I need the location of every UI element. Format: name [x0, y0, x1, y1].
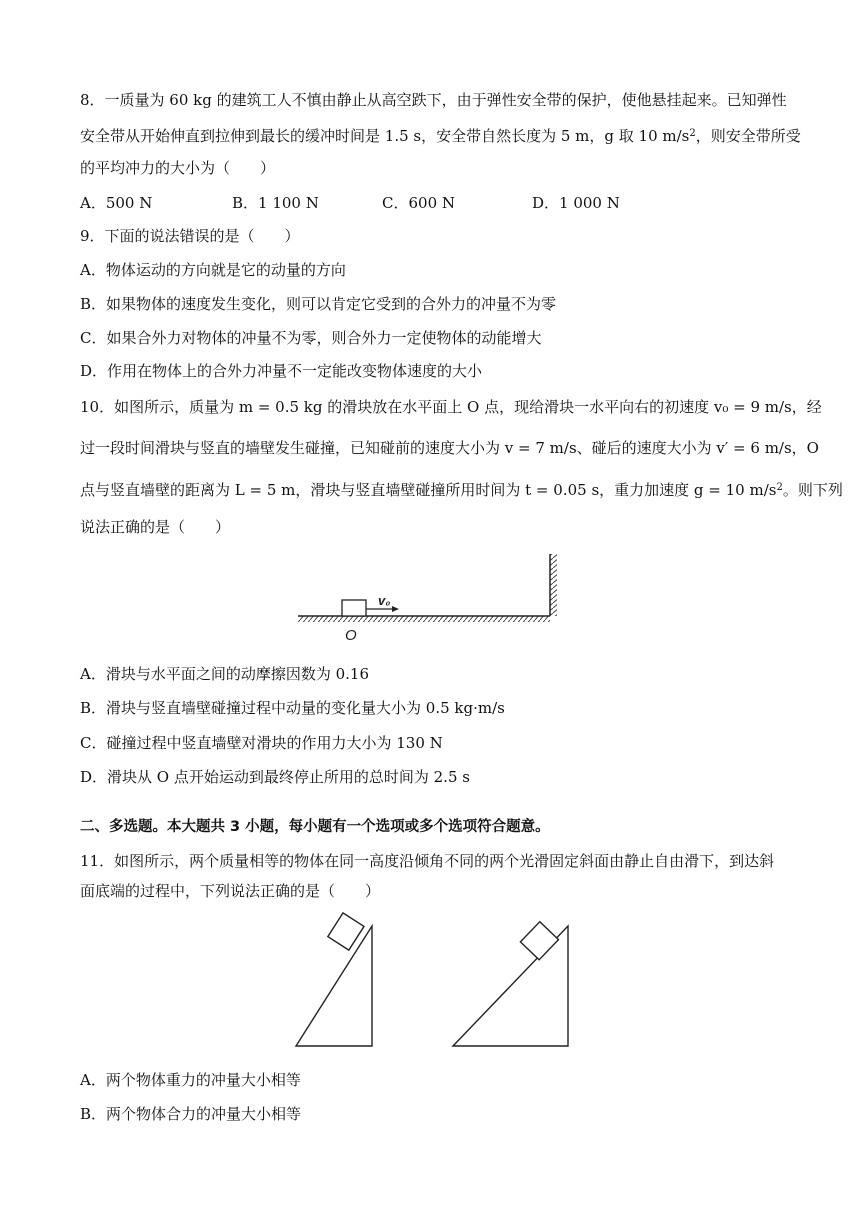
q10-stem-text: 点与竖直墙壁的距离为 L = 5 m，滑块与竖直墙壁碰撞所用时间为 t = 0.05 s，重力加速度 g = 10 m/s	[80, 481, 777, 499]
q10-stem-line-4: 说法正确的是（ ）	[80, 518, 231, 536]
wall-hatch	[550, 554, 557, 616]
q8-stem-text: ，则安全带所受	[695, 127, 801, 145]
q8-option-b: B．1 100 N	[232, 194, 319, 212]
q9-option-c: C．如果合外力对物体的冲量不为零，则合外力一定使物体的动能增大	[80, 329, 542, 347]
superscript: 2	[689, 128, 696, 139]
q8-stem-line-1: 8．一质量为 60 kg 的建筑工人不慎由静止从高空跌下，由于弹性安全带的保护，使他悬挂起来。已知弹性	[80, 91, 787, 109]
q8-stem-text: 安全带从开始伸直到拉伸到最长的缓冲时间是 1.5 s，安全带自然长度为 5 m，g 取 10 m/s	[80, 127, 690, 145]
incline-steep	[296, 926, 372, 1046]
q11-option-b: B．两个物体合力的冲量大小相等	[80, 1105, 302, 1123]
q9-option-b: B．如果物体的速度发生变化，则可以肯定它受到的合外力的冲量不为零	[80, 295, 557, 313]
q9-option-a: A．物体运动的方向就是它的动量的方向	[80, 261, 346, 279]
q10-stem-line-2: 过一段时间滑块与竖直的墙壁发生碰撞，已知碰前的速度大小为 v = 7 m/s、碰后的速度大小为 v′ = 6 m/s，O	[80, 439, 819, 457]
q11-stem-line-2: 面底端的过程中，下列说法正确的是（ ）	[80, 882, 381, 900]
slider-block	[342, 600, 366, 616]
q10-option-b: B．滑块与竖直墙壁碰撞过程中动量的变化量大小为 0.5 kg·m/s	[80, 699, 505, 717]
block-on-steep-incline	[328, 913, 364, 950]
q8-stem-line-3: 的平均冲力的大小为（ ）	[80, 159, 276, 177]
q11-stem-line-1: 11．如图所示，两个质量相等的物体在同一高度沿倾角不同的两个光滑固定斜面由静止自由滑下，到达斜	[80, 852, 775, 870]
q9-option-d: D．作用在物体上的合外力冲量不一定能改变物体速度的大小	[80, 362, 483, 380]
q11-figure	[290, 912, 590, 1072]
q10-stem-line-1: 10．如图所示，质量为 m = 0.5 kg 的滑块放在水平面上 O 点，现给滑块一水平向右的初速度 v₀ = 9 m/s，经	[80, 398, 822, 416]
q8-option-a: A．500 N	[80, 194, 153, 212]
section-heading: 二、多选题。本大题共 3 小题，每小题有一个选项或多个选项符合题意。	[80, 819, 550, 835]
floor-hatch	[298, 616, 550, 622]
q10-option-a: A．滑块与水平面之间的动摩擦因数为 0.16	[80, 665, 370, 683]
q10-stem-line-3	[80, 478, 843, 500]
q10-option-d: D．滑块从 O 点开始运动到最终停止所用的总时间为 2.5 s	[80, 768, 470, 786]
q8-option-d: D．1 000 N	[532, 194, 620, 212]
q9-stem: 9．下面的说法错误的是（ ）	[80, 227, 300, 245]
arrow-head	[392, 606, 399, 612]
q8-option-c: C．600 N	[382, 194, 456, 212]
q11-option-a: A．两个物体重力的冲量大小相等	[80, 1071, 301, 1089]
q10-option-c: C．碰撞过程中竖直墙壁对滑块的作用力大小为 130 N	[80, 734, 443, 752]
q10-figure	[295, 548, 565, 648]
q10-stem-text: 。则下列	[782, 481, 843, 499]
q8-stem-line-2	[80, 124, 801, 146]
velocity-label: v₀	[378, 593, 391, 608]
origin-label: O	[345, 627, 357, 644]
superscript: 2	[776, 482, 783, 493]
